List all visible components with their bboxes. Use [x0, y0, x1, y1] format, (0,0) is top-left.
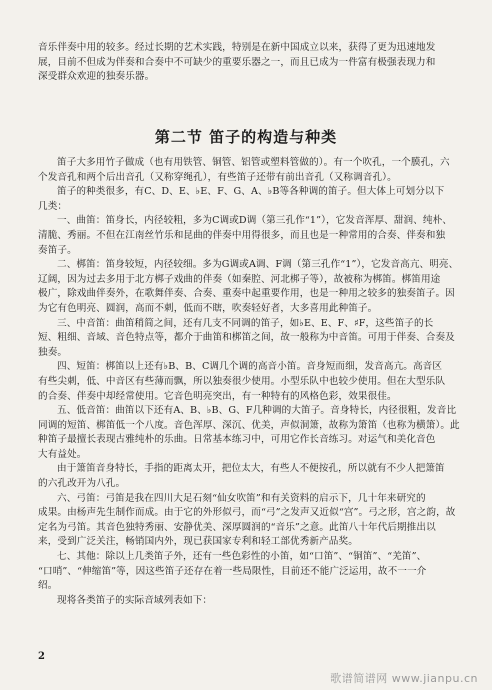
text-line: 由于箫笛音身特长，手指的距离太开，把位太大，有些人不便按孔，所以就有不少人把箫笛: [57, 463, 445, 475]
text-line: 音乐伴奏中用的较多。经过长期的艺术实践，特别是在新中国成立以来，获得了更为迅速地发: [38, 42, 436, 53]
watermark-text: 歌谱简谱网 www.jianpu.cn: [330, 672, 478, 685]
text-line: 有些尖刺，低、中音区有些薄而飘，所以独奏很少使用。小型乐队中也较少使用。但在大型乐队: [38, 375, 446, 387]
text-line: “口哨”、“伸缩笛”等，因这些笛子还存在着一些局限性，目前还不能广泛运用，故不一一介: [38, 565, 427, 577]
page-number: 2: [38, 651, 45, 662]
text-line: 六、弓笛：弓笛是我在四川大足石刻“仙女吹笛”和有关资料的启示下，几十年来研究的: [57, 492, 426, 504]
text-line: 奏笛子。: [38, 244, 77, 256]
intro-text: [38, 41, 462, 85]
section-body: [38, 156, 462, 608]
text-line: 展，目前不但成为伴奏和合奏中不可缺少的重要乐器之一，而且已成为一件富有极强表现力和: [38, 56, 436, 68]
text-line: 大有益处。: [38, 448, 87, 460]
text-line: 笛子大多用竹子做成（也有用铁管、铜管、铝管或塑料管做的）。有一个吹孔，一个膜孔，六: [57, 157, 450, 168]
text-line: 的六孔改开为八孔。: [38, 478, 126, 490]
text-line: 定名为弓笛。其音色独特秀丽、安静优美、深厚圆润的“音乐”之意。此笛八十年代后期推出以: [38, 521, 436, 533]
text-line: 四、短笛：梆笛以上还有♭B、B、C调几个调的高音小笛。音身短而细，发音高亢。高音区: [57, 361, 443, 373]
text-line: 深受群众欢迎的独奏乐器。: [38, 71, 155, 83]
text-line: 现将各类笛子的实际音域列表如下：: [57, 594, 213, 606]
text-line: 来，受到广泛关注，畅销国内外，现已获国家专利和轻工部优秀新产品奖。: [38, 536, 358, 548]
text-line: 二、梆笛：笛身较短，内径较细。多为G调或A调、F调（第三孔作“1”），它发音高亢、明亮、: [57, 259, 459, 271]
text-line: 五、低音笛：曲笛以下还有A、B、♭B、G、F几种调的大笛子。音身特长，内径很粗，发音比: [57, 405, 457, 417]
text-line: 一、曲笛：笛身长，内径较粗，多为C调或D调（第三孔作“1”），它发音浑厚、甜润、纯朴、: [57, 215, 453, 227]
text-line: 种笛子最擅长表现古雅纯朴的乐曲。日常基本练习中，可用它作长音练习。对运气和美化音色: [38, 434, 436, 446]
text-line: 七、其他：除以上几类笛子外，还有一些色彩性的小笛，如“口笛”、“铜笛”、“羌笛”、: [57, 551, 427, 563]
text-line: 清脆、秀丽。不但在江南丝竹乐和昆曲的伴奏中用得很多，而且也是一种常用的合奏、伴奏和独: [38, 229, 446, 241]
text-line: 短、粗细、音域、音色特点等，都介于曲笛和梆笛之间，故一般称为中音笛。可用于伴奏、合奏及: [38, 332, 455, 344]
text-line: 三、中音笛：曲笛稍简之间，还有几支不同调的笛子，如♭E、E、F、♯F，这些笛子的长: [57, 317, 434, 329]
text-line: 的合奏、伴奏中却经常使用。它音色明亮突出，有一种特有的风格色彩，效果很佳。: [38, 390, 397, 402]
text-line: 几类：: [38, 200, 68, 212]
text-line: 独奏。: [38, 346, 68, 358]
text-line: 为它有色明亮、圆润，高而不刺，低而不瞎，吹奏轻好者，大多喜用此种笛子。: [38, 302, 378, 314]
text-line: 绍。: [38, 580, 58, 592]
text-line: 同调的短笛、梆笛低一个八度。音色浑厚、深沉、优美，声似洞箫，故称为箫笛（也称为横箫）。此: [38, 419, 460, 431]
text-line: 极广，除戏曲伴奏外，在歌舞伴奏、合奏、重奏中起重要作用，也是一种用之较多的独奏笛子。因: [38, 288, 455, 300]
text-line: 成果。由杨声先生制作而成。由于它的外形似弓，而“弓”之发声又近似“宫”。弓之形，宫之韵，故: [38, 507, 456, 519]
text-line: 辽阔，因为过去多用于北方梆子戏曲的伴奏（如秦腔、河北梆子等），故被称为梆笛。梆笛用途: [38, 273, 441, 285]
text-line: 笛子的种类很多，有C、D、E、♭E、F、G、A、♭B等各种调的笛子。但大体上可划分以下: [57, 186, 445, 198]
text-line: 个发音孔和两个后出音孔（又称穿绳孔），有些笛子还带有前出音孔（又称调音孔）。: [38, 171, 397, 183]
section-title: 第二节 笛子的构造与种类: [154, 128, 338, 146]
